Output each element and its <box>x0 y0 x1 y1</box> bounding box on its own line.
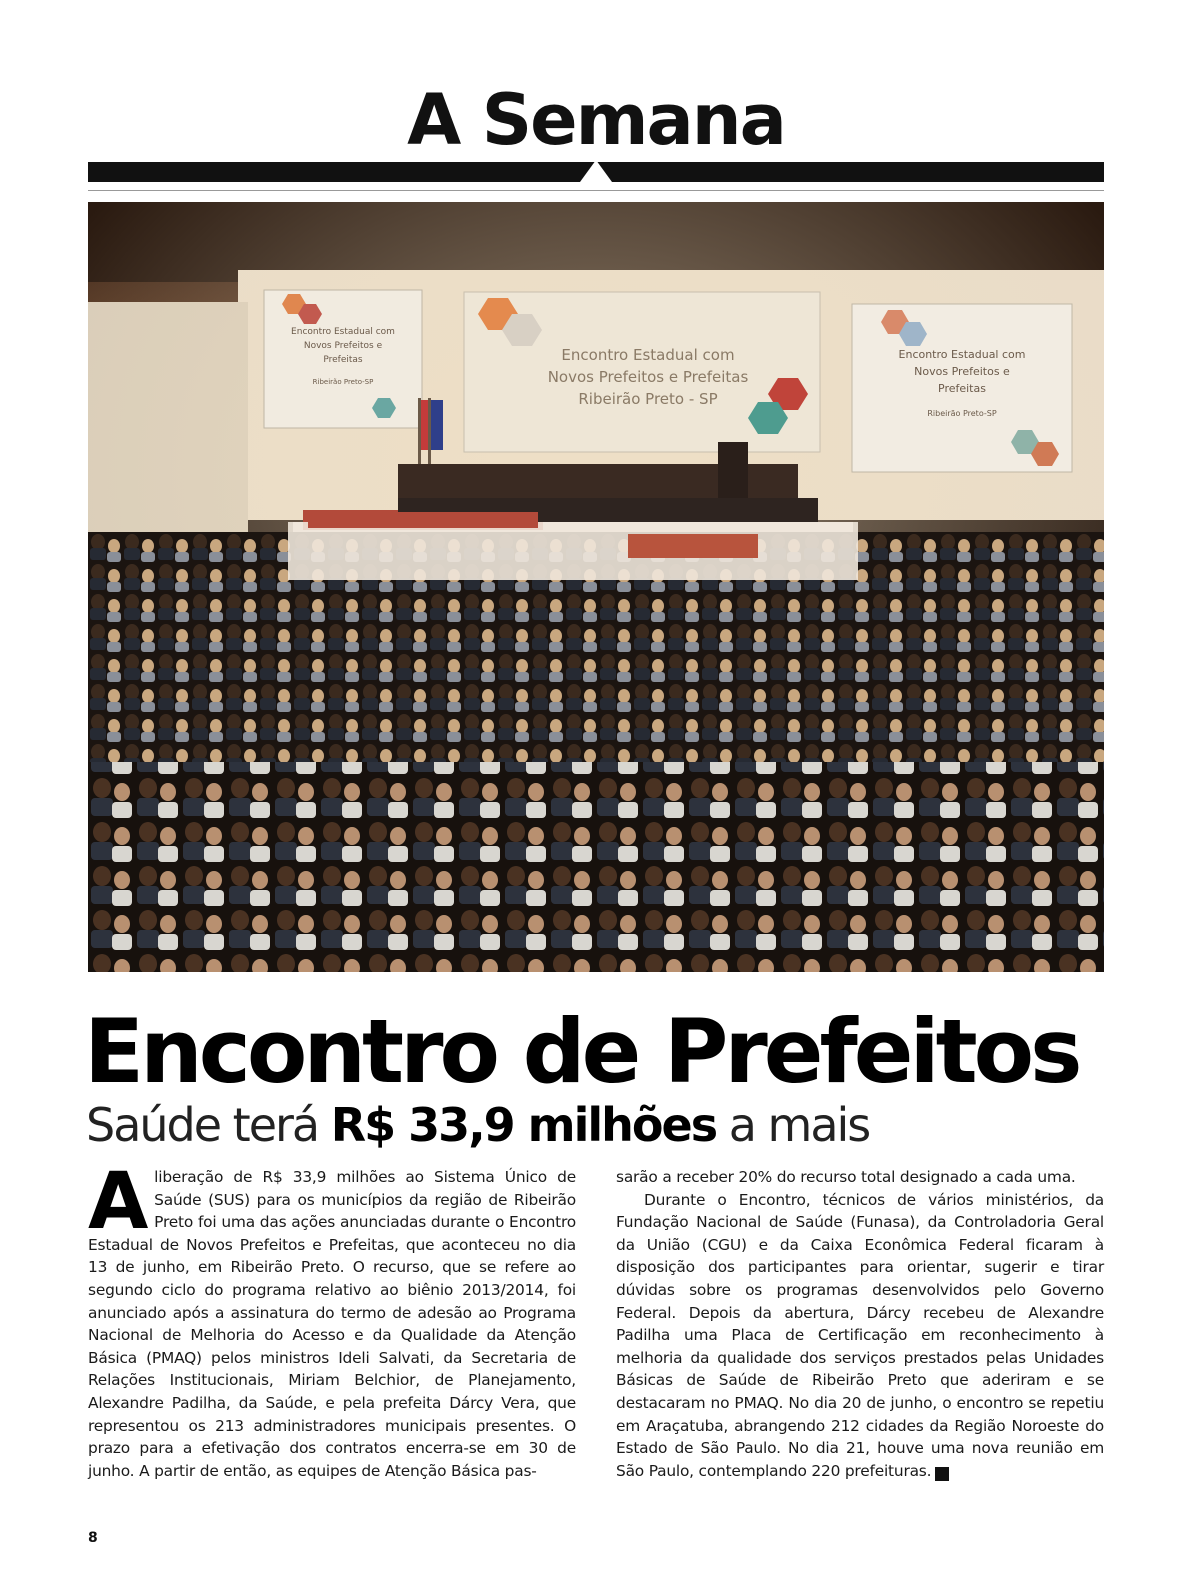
screen-left-line-4: Ribeirão Preto-SP <box>312 378 374 386</box>
projection-screen-center <box>464 292 820 452</box>
section-title: A Semana <box>407 79 785 161</box>
screen-right-line-2: Novos Prefeitos e <box>914 365 1010 378</box>
column-right-para-2: Durante o Encontro, técnicos de vários ministérios, da Fundação Nacional de Saúde (Funasa), da Controladoria Geral da União (CGU) e da Caixa Econômica Federal ficaram à disposição dos participantes para orientar, sugerir e tirar dúvidas sobre os programas desenvolvidos pelo Governo Federal. Depois da abertura, Dárcy recebeu de Alexandre Padilha uma Placa de Certificação em reconhecimento à melhoria da qualidade dos serviços prestados pelas Unidades Básicas de Saúde de Ribeirão Preto que aderiram e se destacaram no PMAQ. No dia 20 de junho, o encontro se repetiu em Araçatuba, abrangendo 212 cidades da Região Noroeste do Estado de São Paulo. No dia 21, houve uma nova reunião em São Paulo, contemplando 220 prefeituras. <box>616 1190 1104 1480</box>
screen-center-line-1: Encontro Estadual com <box>561 346 735 364</box>
screen-right-line-3: Prefeitas <box>938 382 986 395</box>
subhead-pre: Saúde terá <box>86 1098 331 1152</box>
event-photo <box>88 202 1104 972</box>
drop-cap: A <box>88 1157 149 1247</box>
screen-right-line-4: Ribeirão Preto-SP <box>927 409 997 418</box>
screen-center-line-3: Ribeirão Preto - SP <box>578 390 718 408</box>
page-number: 8 <box>88 1530 98 1546</box>
article-headline: Encontro de Prefeitos <box>84 1000 1079 1103</box>
screen-right-line-1: Encontro Estadual com <box>898 348 1026 361</box>
projection-screen-right <box>852 304 1072 472</box>
column-right-para-1: sarão a receber 20% do recurso total designado a cada uma. <box>616 1168 1076 1186</box>
screen-left-line-3: Prefeitas <box>323 355 363 365</box>
column-left-text: liberação de R$ 33,9 milhões ao Sistema Único de Saúde (SUS) para os municípios da região de Ribeirão Preto foi uma das ações anunciadas durante o Encontro Estadual de Novos Prefeitos e Prefeitas, que aconteceu no dia 13 de junho, em Ribeirão Preto. O recurso, que se refere ao segundo ciclo do programa relativo ao biênio 2013/2014, foi anunciado após a assinatura do termo de adesão ao Programa Nacional de Melhoria do Acesso e da Qualidade da Atenção Básica (PMAQ) pelos ministros Ideli Salvati, da Secretaria de Relações Institucionais, Miriam Belchior, de Planejamento, Alexandre Padilha, da Saúde, e pela prefeita Dárcy Vera, que representou os 213 administradores municipais presentes. O prazo para a efetivação dos contratos encerra-se em 30 de junho. A partir de então, as equipes de Atenção Básica pas- <box>88 1168 576 1480</box>
audience-front <box>88 762 1104 972</box>
projection-screen-left <box>264 290 422 428</box>
article-subhead <box>86 1094 1106 1156</box>
subhead-post: a mais <box>716 1098 870 1152</box>
screen-left-line-2: Novos Prefeitos e <box>303 341 383 351</box>
subhead-amount: R$ 33,9 milhões <box>330 1098 717 1152</box>
article-column-right <box>616 1166 1104 1482</box>
section-rule-thin <box>88 190 1104 191</box>
article-column-left <box>88 1157 576 1482</box>
screen-center-line-2: Novos Prefeitos e Prefeitas <box>547 368 749 386</box>
screen-left-line-1: Encontro Estadual com <box>291 327 395 337</box>
section-rule-notch <box>580 160 612 182</box>
end-mark-icon: r <box>935 1467 949 1481</box>
